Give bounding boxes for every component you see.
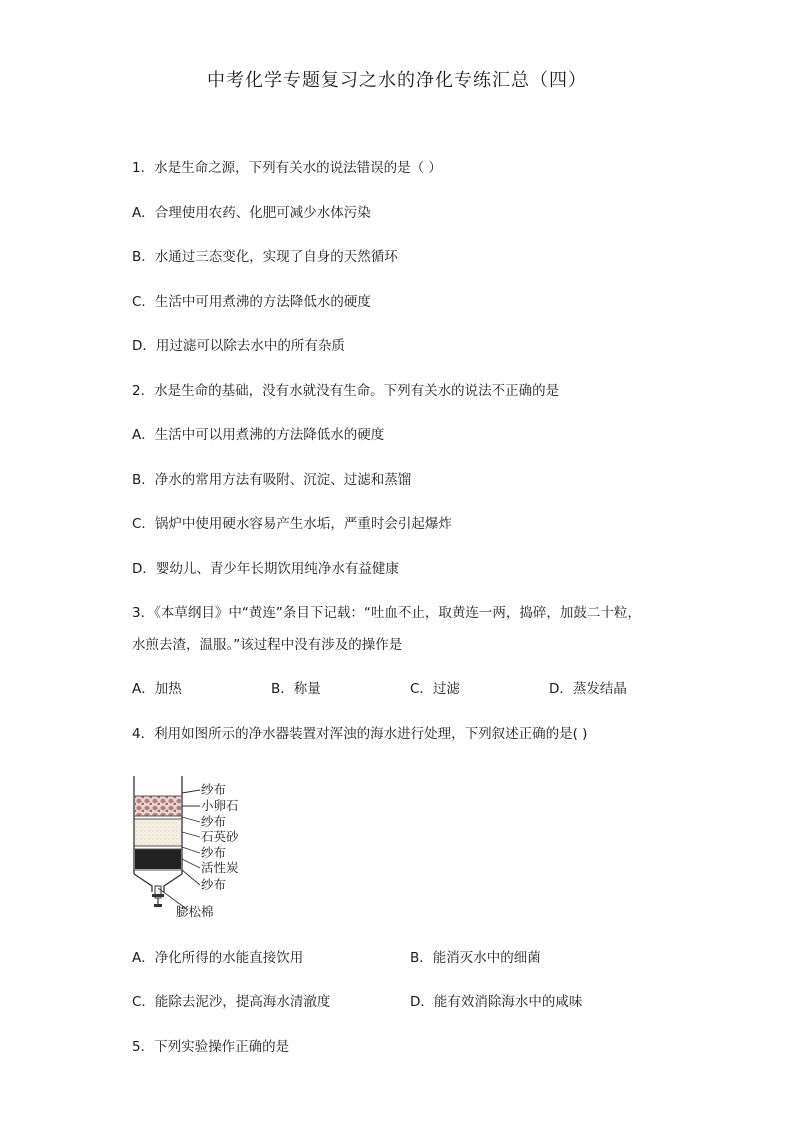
question-2-option-d: D．婴幼儿、青少年长期饮用纯净水有益健康: [132, 561, 399, 577]
question-4-option-c: C．能除去泥沙，提高海水清澈度: [132, 994, 331, 1010]
page-title: 中考化学专题复习之水的净化专练汇总（四）: [207, 70, 587, 91]
water-purifier-figure: [128, 770, 268, 920]
question-1-option-d: D．用过滤可以除去水中的所有杂质: [132, 338, 345, 354]
activated-carbon-layer: [135, 849, 181, 869]
pebble-layer: [135, 796, 181, 816]
question-3-option-a: A．加热: [132, 681, 182, 697]
question-3-option-b: B．称量: [271, 681, 321, 697]
question-3-stem-line2: 水煎去渣，温服。”该过程中没有涉及的操作是: [132, 637, 403, 653]
question-2-option-b: B．净水的常用方法有吸附、沉淀、过滤和蒸馏: [132, 472, 412, 488]
label-gauze-4: 纱布: [201, 877, 227, 892]
label-activated-carbon: 活性炭: [201, 860, 239, 875]
question-5-stem: 5．下列实验操作正确的是: [132, 1039, 290, 1055]
purifier-column: [134, 776, 182, 907]
label-gauze-3: 纱布: [201, 845, 227, 860]
question-1-stem: 1．水是生命之源，下列有关水的说法错误的是（ ）: [132, 160, 442, 176]
label-gauze-1: 纱布: [201, 782, 227, 797]
question-2-option-a: A．生活中可以用煮沸的方法降低水的硬度: [132, 427, 385, 443]
question-4-option-d: D．能有效消除海水中的咸味: [410, 994, 583, 1010]
question-1-option-c: C．生活中可用煮沸的方法降低水的硬度: [132, 294, 371, 310]
question-3-option-d: D．蒸发结晶: [549, 681, 627, 697]
question-4-option-b: B．能消灭水中的细菌: [410, 950, 541, 966]
label-cotton: 膨松棉: [176, 904, 214, 919]
question-4-stem: 4．利用如图所示的净水器装置对浑浊的海水进行处理，下列叙述正确的是( ): [132, 726, 588, 742]
question-1-option-a: A．合理使用农药、化肥可减少水体污染: [132, 205, 371, 221]
quartz-sand-layer: [135, 819, 181, 846]
label-pebbles: 小卵石: [201, 798, 239, 813]
question-4-option-a: A．净化所得的水能直接饮用: [132, 950, 304, 966]
question-2-option-c: C．锅炉中使用硬水容易产生水垢，严重时会引起爆炸: [132, 516, 452, 532]
question-3-option-c: C．过滤: [410, 681, 460, 697]
label-quartz-sand: 石英砂: [201, 829, 239, 844]
question-3-stem-line1: 3．《本草纲目》中“黄连”条目下记载：“吐血不止，取黄连一两，捣碎，加鼓二十粒，: [132, 605, 641, 621]
question-1-option-b: B．水通过三态变化，实现了自身的天然循环: [132, 249, 398, 265]
question-2-stem: 2．水是生命的基础，没有水就没有生命。下列有关水的说法不正确的是: [132, 383, 560, 399]
label-gauze-2: 纱布: [201, 814, 227, 829]
